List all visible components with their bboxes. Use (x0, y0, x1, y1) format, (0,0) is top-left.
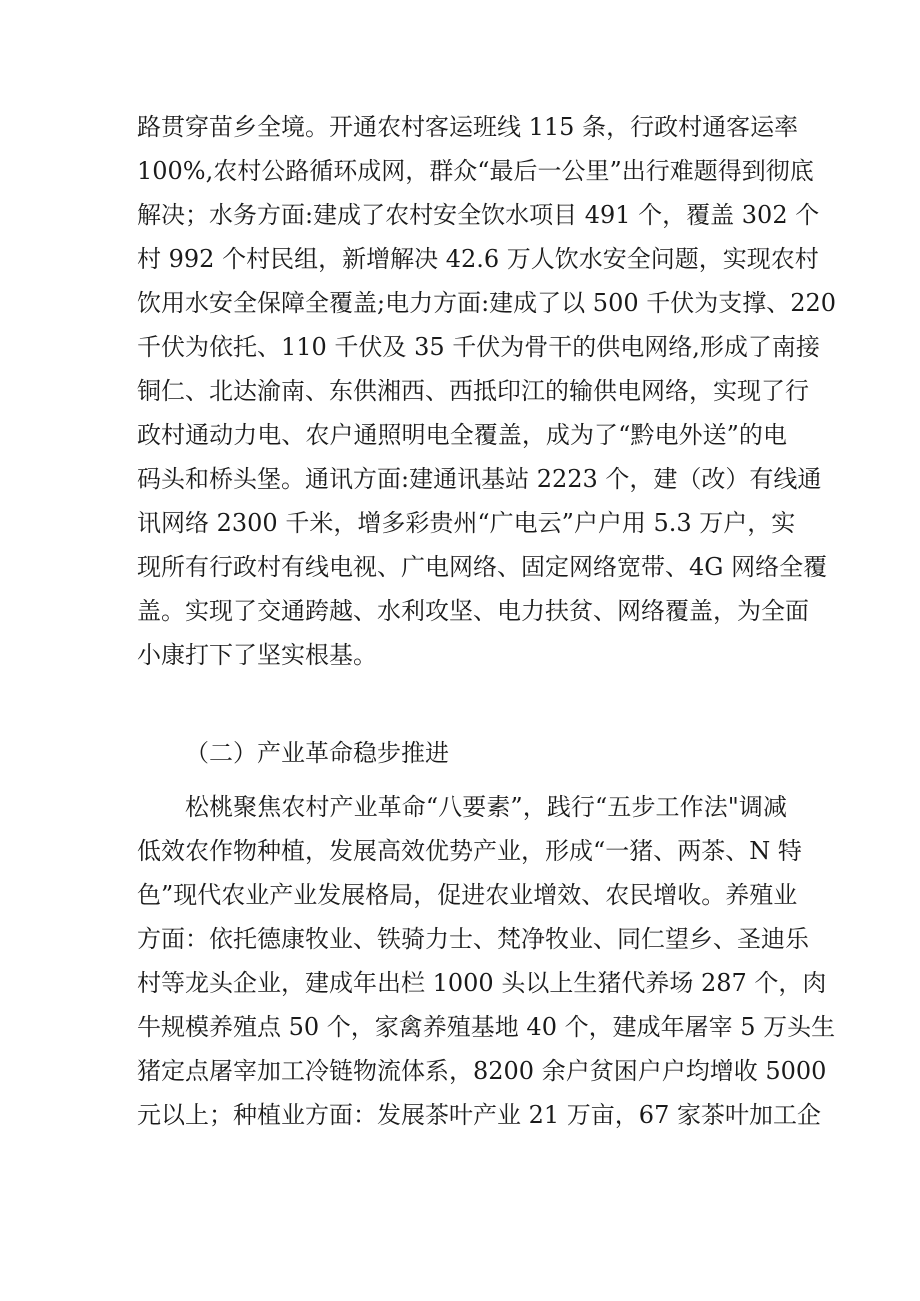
paragraph-line: 猪定点屠宰加工冷链物流体系，8200 余户贫困户户均增收 5000 (137, 1057, 827, 1085)
paragraph-line: 解决；水务方面:建成了农村安全饮水项目 491 个，覆盖 302 个 (137, 201, 820, 229)
paragraph-line: 政村通动力电、农户通照明电全覆盖，成为了“黔电外送”的电 (137, 421, 787, 449)
paragraph-line: 100%,农村公路循环成网，群众“最后一公里”出行难题得到彻底 (137, 157, 814, 185)
paragraph-line: 饮用水安全保障全覆盖;电力方面:建成了以 500 千伏为支撑、220 (137, 289, 837, 317)
paragraph-line: 讯网络 2300 千米，增多彩贵州“广电云”户户用 5.3 万户，实 (137, 509, 796, 537)
paragraph-line: 色”现代农业产业发展格局，促进农业增效、农民增收。养殖业 (137, 881, 798, 909)
paragraph-line: 方面：依托德康牧业、铁骑力士、梵净牧业、同仁望乡、圣迪乐 (137, 925, 809, 953)
paragraph-line: 村等龙头企业，建成年出栏 1000 头以上生猪代养场 287 个，肉 (137, 969, 827, 997)
paragraph-line: 路贯穿苗乡全境。开通农村客运班线 115 条，行政村通客运率 (137, 113, 799, 141)
paragraph-line: 千伏为依托、110 千伏及 35 千伏为骨干的供电网络,形成了南接 (137, 333, 820, 361)
paragraph-line: 牛规模养殖点 50 个，家禽养殖基地 40 个，建成年屠宰 5 万头生 (137, 1013, 836, 1041)
section-heading: （二）产业革命稳步推进 (185, 739, 449, 767)
paragraph-line: 元以上；种植业方面：发展茶叶产业 21 万亩，67 家茶叶加工企 (137, 1101, 821, 1129)
paragraph-line: 盖。实现了交通跨越、水利攻坚、电力扶贫、网络覆盖，为全面 (137, 597, 809, 625)
paragraph-line: 小康打下了坚实根基。 (137, 641, 377, 669)
paragraph-line: 现所有行政村有线电视、广电网络、固定网络宽带、4G 网络全覆 (137, 553, 828, 581)
paragraph-line: 村 992 个村民组，新增解决 42.6 万人饮水安全问题，实现农村 (137, 245, 819, 273)
paragraph-line: 低效农作物种植，发展高效优势产业，形成“一猪、两茶、N 特 (137, 837, 802, 865)
paragraph-line: 铜仁、北达渝南、东供湘西、西抵印江的输供电网络，实现了行 (137, 377, 809, 405)
paragraph-line: 码头和桥头堡。通讯方面:建通讯基站 2223 个，建（改）有线通 (137, 465, 822, 493)
paragraph-line: 松桃聚焦农村产业革命“八要素”，践行“五步工作法"调减 (185, 793, 787, 821)
